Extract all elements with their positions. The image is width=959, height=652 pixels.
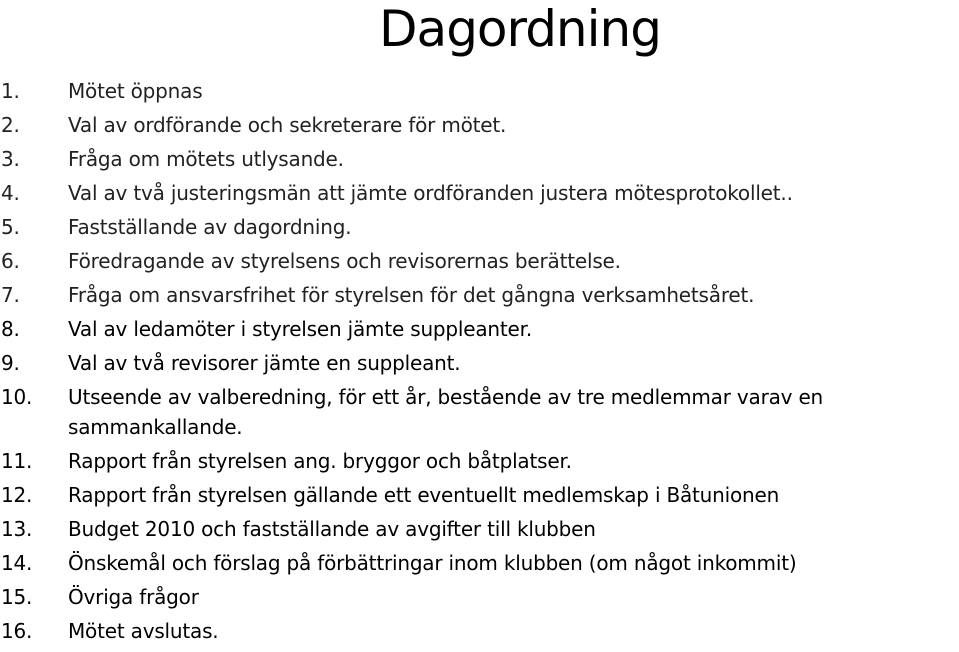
item-number: 15. bbox=[1, 585, 33, 609]
list-item bbox=[0, 108, 959, 142]
list-item bbox=[0, 74, 959, 108]
list-item bbox=[0, 346, 959, 380]
list-item bbox=[0, 614, 959, 648]
item-text: Fastställande av dagordning. bbox=[68, 215, 352, 239]
item-number: 12. bbox=[1, 483, 33, 507]
item-number: 1. bbox=[1, 79, 20, 103]
item-text: Utseende av valberedning, för ett år, bestående av tre medlemmar varav en sammankallande. bbox=[68, 385, 824, 439]
list-item bbox=[0, 580, 959, 614]
list-item bbox=[0, 312, 959, 346]
item-number: 7. bbox=[1, 283, 20, 307]
list-item bbox=[0, 210, 959, 244]
item-number: 11. bbox=[1, 449, 33, 473]
item-number: 5. bbox=[1, 215, 20, 239]
list-item bbox=[0, 142, 959, 176]
item-text: Budget 2010 och fastställande av avgifter till klubben bbox=[68, 517, 596, 541]
item-text: Mötet avslutas. bbox=[68, 619, 219, 643]
item-text: Fråga om mötets utlysande. bbox=[68, 147, 344, 171]
list-item bbox=[0, 444, 959, 478]
item-text: Önskemål och förslag på förbättringar inom klubben (om något inkommit) bbox=[68, 551, 797, 575]
item-number: 8. bbox=[1, 317, 20, 341]
item-text: Mötet öppnas bbox=[68, 79, 203, 103]
item-text: Rapport från styrelsen ang. bryggor och båtplatser. bbox=[68, 449, 572, 473]
list-item bbox=[0, 546, 959, 580]
list-item bbox=[0, 244, 959, 278]
item-number: 13. bbox=[1, 517, 33, 541]
list-item bbox=[0, 278, 959, 312]
agenda-list bbox=[0, 74, 959, 648]
item-number: 9. bbox=[1, 351, 20, 375]
item-text: Rapport från styrelsen gällande ett eventuellt medlemskap i Båtunionen bbox=[68, 483, 780, 507]
item-number: 3. bbox=[1, 147, 20, 171]
list-item bbox=[0, 380, 959, 444]
item-number: 16. bbox=[1, 619, 33, 643]
item-number: 6. bbox=[1, 249, 20, 273]
list-item bbox=[0, 512, 959, 546]
item-number: 4. bbox=[1, 181, 20, 205]
item-text: Val av ordförande och sekreterare för mötet. bbox=[68, 113, 507, 137]
item-number: 14. bbox=[1, 551, 33, 575]
item-text: Fråga om ansvarsfrihet för styrelsen för det gångna verksamhetsåret. bbox=[68, 283, 755, 307]
page-title: Dagordning bbox=[379, 0, 661, 58]
item-text: Val av två justeringsmän att jämte ordföranden justera mötesprotokollet.. bbox=[68, 181, 793, 205]
item-number: 2. bbox=[1, 113, 20, 137]
list-item bbox=[0, 176, 959, 210]
item-number: 10. bbox=[1, 385, 33, 409]
item-text: Val av två revisorer jämte en suppleant. bbox=[68, 351, 461, 375]
item-text: Val av ledamöter i styrelsen jämte suppleanter. bbox=[68, 317, 532, 341]
item-text: Övriga frågor bbox=[68, 585, 199, 609]
list-item bbox=[0, 478, 959, 512]
item-text: Föredragande av styrelsens och revisorernas berättelse. bbox=[68, 249, 621, 273]
